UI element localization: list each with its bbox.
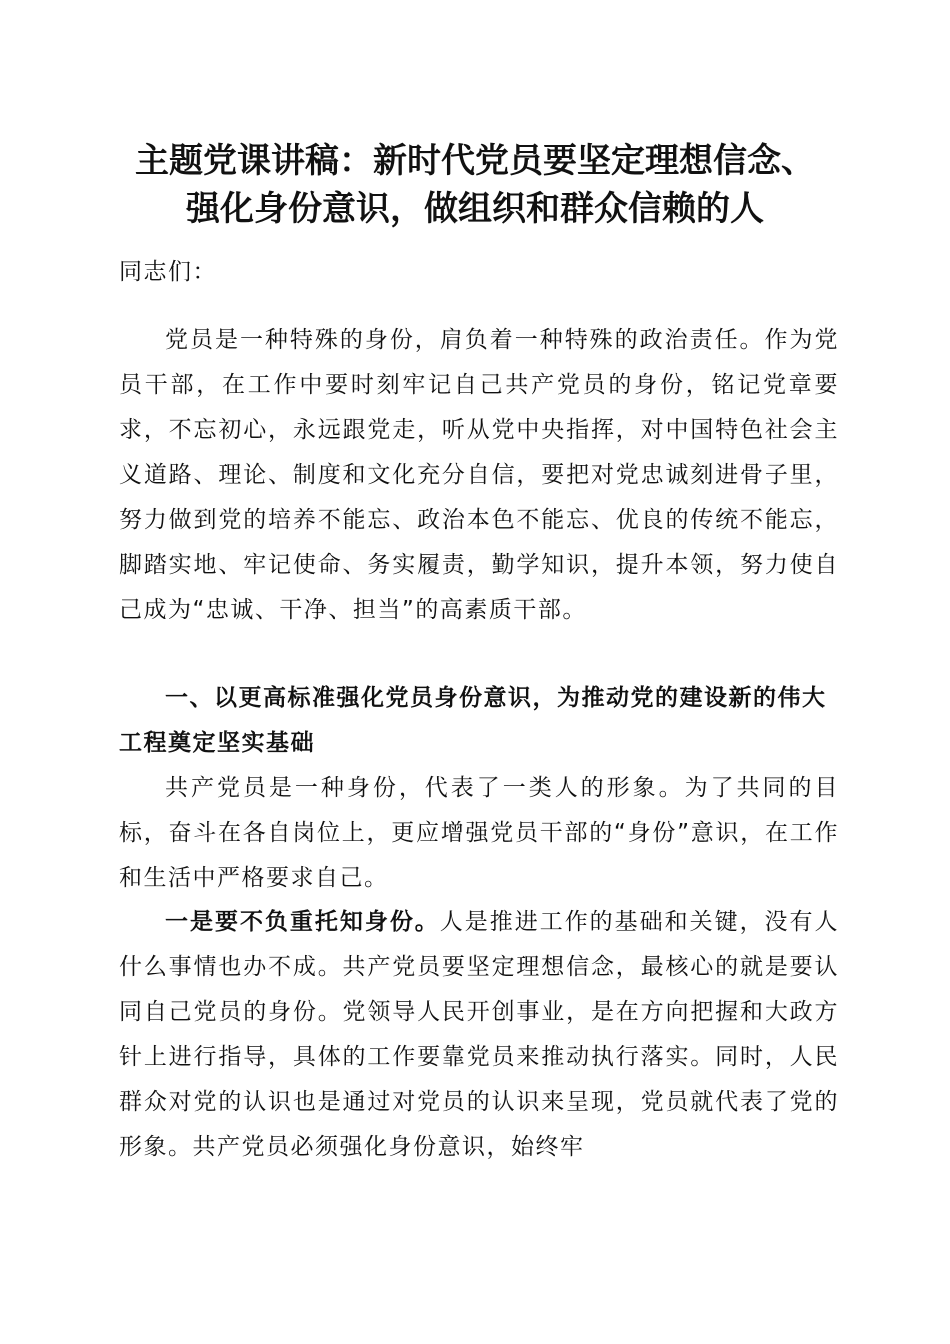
section-heading-1: 一、以更高标准强化党员身份意识，为推动党的建设新的伟大工程奠定坚实基础	[119, 685, 827, 756]
greeting: 同志们：	[119, 259, 217, 285]
point-1-lead: 一是要不负重托知身份。	[165, 909, 440, 935]
document-title-line-1: 主题党课讲稿：新时代党员要坚定理想信念、	[135, 141, 815, 181]
document-title-line-2: 强化身份意识，做组织和群众信赖的人	[186, 189, 764, 229]
paragraph-section-1: 共产党员是一种身份，代表了一类人的形象。为了共同的目标，奋斗在各自岗位上，更应增强党员干部的“身份”意识，在工作和生活中严格要求自己。	[119, 775, 839, 891]
point-1-body: 人是推进工作的基础和关键，没有人什么事情也办不成。共产党员要坚定理想信念，最核心的就是要认同自己党员的身份。党领导人民开创事业，是在方向把握和大政方针上进行指导，具体的工作要靠党员来推动执行落实。同时，人民群众对党的认识也是通过对党员的认识来呈现，党员就代表了党的形象。共产党员必须强化身份意识，始终牢	[119, 909, 840, 1160]
paragraph-intro: 党员是一种特殊的身份，肩负着一种特殊的政治责任。作为党员干部，在工作中要时刻牢记自己共产党员的身份，铭记党章要求，不忘初心，永远跟党走，听从党中央指挥，对中国特色社会主义道路、理论、制度和文化充分自信，要把对党忠诚刻进骨子里，努力做到党的培养不能忘、政治本色不能忘、优良的传统不能忘，脚踏实地、牢记使命、务实履责，勤学知识，提升本领，努力使自己成为“忠诚、干净、担当”的高素质干部。	[119, 327, 839, 623]
paragraph-point-1	[119, 900, 839, 1170]
